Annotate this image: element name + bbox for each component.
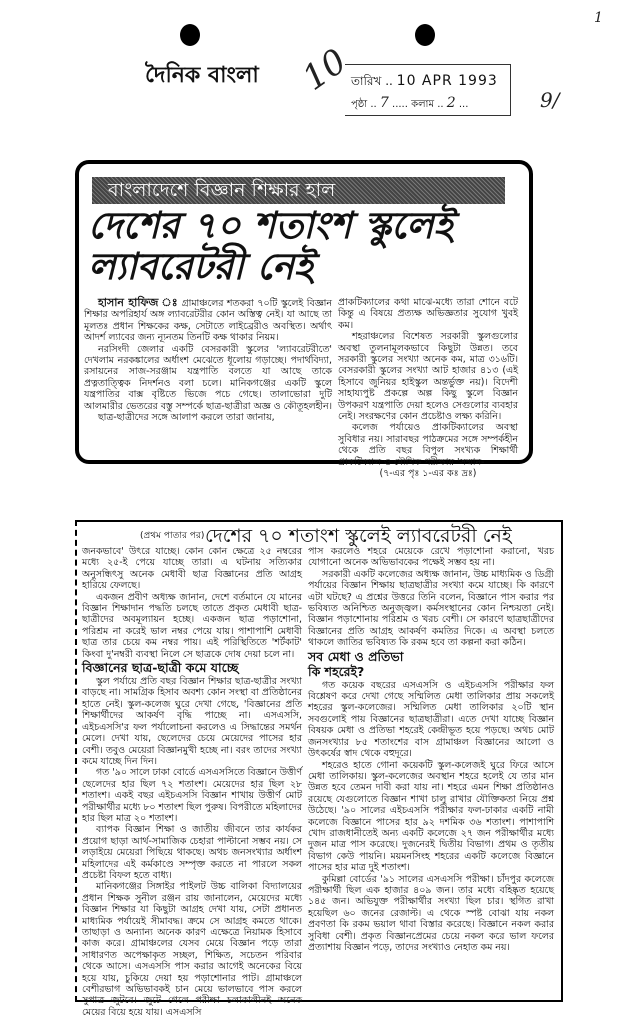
byline: হাসান হাফিজ ঃ — [98, 296, 179, 309]
paragraph: শহরেও হাতে গোনা কয়েকটি স্কুল-কলেজই ঘুরে ফিরে আসে মেধা তালিকায়। স্কুল-কলেজের অবস্থান শহরে হলেই যে তার মান উন্নত হবে তেমন দাবী করা যায় না। শহরে এমন শিক্ষা প্রতিষ্ঠানও রয়েছে যেগুলোতে বিজ্ঞান শাখা চালু রাখার যৌক্তিকতা নিয়ে প্রশ্ন উঠেছে। '৯০ সালের এইচএসসি পরীক্ষার ফল-ঢাকার একটি নামী কলেজে বিজ্ঞানে পাসের হার ৯২ দশমিক ৩৬ শতাংশ। পাশাপাশি খোদ রাজধানীতেই অন্য একটি কলেজে ২৭ জন পরীক্ষার্থীর মধ্যে দুজন মাত্র পাস করেছে। দুজনেরই দ্বিতীয় বিভাগ। প্রথম ও তৃতীয় বিভাগ কেউ পায়নি। ময়মনসিংহ শহরের একটি কলেজে বিজ্ঞানে পাসের হার মাত্র দুই শতাংশ। — [308, 759, 554, 874]
column-number: 2 — [446, 95, 456, 111]
punch-hole — [180, 24, 200, 46]
handwritten-page-mark: 10 — [295, 41, 354, 99]
handwritten-corner-mark: 9/ — [540, 88, 560, 112]
paragraph: ছাত্র-ছাত্রীদের সঙ্গে আলাপ করলে তারা জানায়, — [98, 412, 275, 424]
column-label: কলাম — [411, 99, 435, 110]
paragraph: মানিকগঞ্জের সিঙ্গাইর পাইলট উচ্চ বালিকা বিদ্যালয়ের প্রধান শিক্ষক সুনীল রঞ্জন রায় জানালেন, মেয়েদের মধ্যে বিজ্ঞান শিক্ষার যা কিছুটা আগ্রহ দেখা যায়, সেটা প্রধানত মাধ্যমিক পর্যায়েই সীমাবদ্ধ। ক্রমে সে আগ্রহ কমতে থাকে। তাছাড়া ও অন্যান্য অনেক কারণ এক্ষেত্রে নিয়ামক হিসাবে কাজ করে। গ্রামাঞ্চলের যেসব মেয়ে বিজ্ঞান পড়ে তারা সাধারণত অপেক্ষাকৃত সচ্ছল, শিক্ষিত, সচেতন পরিবার থেকে আসে। এসএসসি পাস করার আগেই অনেকের বিয়ে হয়ে যায়, চুকিয়ে দেয়া হয় পড়াশোনার পাট। গ্রামাঞ্চলে বেশীরভাগ অভিভাবকই চান মেয়ে ভালভাবে পাস করলে সুপাত্র জুটবে। জুটে গেলে পরীক্ষা চলাকালীনই অনেক মেয়ের বিয়ে হয়ে যায়। এসএসসি — [82, 881, 302, 1018]
continuation-title: দেশের ৭০ শতাংশ স্কুলেই ল্যাবরেটরী নেই — [205, 525, 512, 547]
headline-line-2: ল্যাবরেটরী নেই — [88, 245, 314, 288]
paragraph: শহরাঞ্চলের বিশেষত সরকারী স্কুলগুলোর অবস্থা তুলনামূলকভাবে কিছুটা উন্নত। তবে সরকারী স্কুলের সংখ্যা অনেক কম, মাত্র ৩১৬টি। বেসরকারী স্কুলের সংখ্যা আট হাজার ৪১৩ (এই হিসাবে জুনিয়র হাইস্কুল অন্তর্ভুক্ত নয়)। বিদেশী সাহায্যপুষ্ট প্রকল্পে অল্প কিছু স্কুলে বিজ্ঞান উপকরণ যন্ত্রপাতি দেয়া হলেও সেগুলোর ব্যবহার নেই। সংরক্ষণের কোন প্রচেষ্টাও লক্ষ্য করিনি। — [338, 331, 518, 423]
subheading: কি শহরেই? — [308, 663, 365, 679]
front-left-column — [84, 297, 332, 423]
continuation-right-column — [308, 546, 554, 953]
paragraph: প্রাকটিক্যালের কথা মাঝে-মধ্যে তারা শোনে বটে কিন্তু এ বিষয়ে প্রত্যক্ষ অভিজ্ঞতার সুযোগ খুবই কম। — [338, 297, 518, 331]
paragraph: গ্রামাঞ্চলের শতকরা ৭০টি স্কুলেই বিজ্ঞান শিক্ষার অপরিহার্য অঙ্গ ল্যাবরেটরীর কোন অস্তিত্ব নেই। যা আছে তা মূলতঃ প্রধান শিক্ষকের কক্ষ, সেটাতে লাইব্রেরীও অবস্থিত। অর্থাৎ আদর্শ ল্যাবের জন্য ন্যূনতম তিনটি কক্ষ থাকার নিয়ম। — [84, 298, 332, 344]
paragraph: কুমিল্লা বোর্ডের '৯১ সালের এসএসসি পরীক্ষা। চাঁদপুর কলেজে পরীক্ষার্থী ছিল এক হাজার ৪০৯ জন। তার মধ্যে বহিষ্কৃত হয়েছে ১৪৫ জন। অভিযুক্ত পরীক্ষার্থীর সংখ্যা ছিল চার। স্থগিত রাখা হয়েছিল ৬০ জনের রেজাল্ট। এ থেকে স্পষ্ট বোঝা যায় নকল প্রবণতা কি রকম ভয়াল থাবা বিস্তার করেছে। বিজ্ঞানে নকল করার সুবিধা বেশী। প্রকৃত বিজ্ঞানপ্রেমের চেয়ে নকল করে ভাল ফলের প্রত্যাশায় বিজ্ঞান পড়ে, তাদের সংখ্যাও নেহাত কম নয়। — [308, 873, 554, 953]
paragraph: জনকভাবে' উৎরে যাচ্ছে। কোন কোন ক্ষেত্রে ২৫ নম্বরের মধ্যে ২৫-ই পেয়ে যাচ্ছে তারা। এ ঘটনায় সত্যিকার অনুসন্ধিৎসু অনেক মেধাবী ছাত্র বিজ্ঞানের প্রতি আগ্রহ হারিয়ে ফেলছে। — [82, 546, 302, 592]
handwritten-top-mark: 1 — [594, 10, 603, 26]
subheading: সব মেধা ও প্রতিভা — [308, 648, 404, 664]
paragraph: ব্যাপক বিজ্ঞান শিক্ষা ও জাতীয় জীবনে তার কার্যকর প্রয়োগ ছাড়া আর্থ-সামাজিক চেহারা পাল্টানো সম্ভব নয়। সে লড়াইয়ে মেয়েরা পিছিয়ে থাকছে। অথচ জনসংখ্যার অর্ধাংশ মহিলাদের এই কর্মকাণ্ডে সম্পৃক্ত করতে না পারলে সকল প্রচেষ্টা বিফল হতে বাধ্য। — [82, 824, 302, 881]
stamp-date: 10 APR 1993 — [396, 73, 498, 89]
punch-hole — [415, 24, 435, 46]
paragraph: গত '৯০ সালে ঢাকা বোর্ডে এসএসসিতে বিজ্ঞানে উত্তীর্ণ ছেলেদের হার ছিল ৭২ শতাংশ। মেয়েদের হার ছিল ২৮ শতাংশ। একই বছর এইচএসসি বিজ্ঞান শাখায় উত্তীর্ণ মোট পরীক্ষার্থীর মধ্যে ৮০ শতাংশ ছিল পুরুষ। বিপরীতে মহিলাদের হার ছিল মাত্র ২০ শতাংশ। — [82, 767, 302, 824]
paragraph: স্কুল পর্যায়ে প্রতি বছর বিজ্ঞান শিক্ষার ছাত্র-ছাত্রীর সংখ্যা বাড়ছে না। সামগ্রিক হিসাব অবশ্য কোন সংস্থা বা প্রতিষ্ঠানের হাতে নেই। স্কুল-কলেজ ঘুরে দেখা গেছে, 'বিজ্ঞানের প্রতি শিক্ষার্থীদের আকর্ষণ বৃদ্ধি পাচ্ছে না। এসএসসি, এইচএসসি'র ফল পর্যালোচনা করলেও এ সিদ্ধান্তের সমর্থন মেলে। দেখা যায়, ছেলেদের চেয়ে মেয়েদের পাসের হার বেশী। তবুও মেয়েরা বিজ্ঞানমুখী হচ্ছে না। বরং তাদের সংখ্যা কমে যাচ্ছে দিন দিন। — [82, 676, 302, 767]
paragraph: পাস করলেও শহরে মেয়েকে রেখে পড়াশোনা করানো, খরচ যোগানো অনেক অভিভাবকের পক্ষেই সম্ভব হয় না। — [308, 546, 554, 569]
page-label: পৃষ্ঠা — [351, 99, 368, 110]
paragraph: নরসিংদী জেলার একটি বেসরকারী স্কুলের 'ল্যাবরেটরীতে' দেখলাম নরকঙ্কালের অর্ধাংশ মেঝেতে ধূলোয় গড়াচ্ছে। পদার্থবিদ্যা, রসায়নের সাজ-সরঞ্জাম যন্ত্রপাতি বলতে যা আছে তাকে প্রত্নতাত্ত্বিক নিদর্শনও বলা চলে। মানিকগঞ্জের একটি স্কুলে যন্ত্রপাতির বাক্স বৃষ্টিতে ভিজে পচে গেছে। তালাভোরা দুটি আলমারীর ভেতরের বস্তু সম্পর্কে ছাত্র-ছাত্রীরা অজ্ঞ ও কৌতূহলহীন। — [84, 343, 332, 412]
subheading: বিজ্ঞানের ছাত্র-ছাত্রী কমে যাচ্ছে — [82, 660, 239, 676]
paragraph: একজন প্রবীণ অধ্যক্ষ জানান, দেশে বর্তমানে যে মানের বিজ্ঞান শিক্ষাদান পদ্ধতি চলছে তাতে প্রকৃত মেধাবী ছাত্র-ছাত্রীদের অবমূল্যায়ন হচ্ছে। একজন ছাত্র পড়াশোনা, পরিশ্রম না করেই ভাল নম্বর পেয়ে যায়। পাশাপাশি মেধাবী ছাত্র তার চেয়ে কম নম্বর পায়। এই পরিস্থিতিতে 'শর্টকাট' কিংবা দু'নম্বরী ব্যবস্থা নিলে সে ছাত্রকে দোষ দেয়া চলে না। — [82, 591, 302, 660]
paragraph: কলেজ পর্যায়েও প্রাকটিক্যালের অবস্থা সুবিধার নয়। সারাবছর পাঠক্রমের সঙ্গে সম্পর্কহীন থেকে প্রতি বছর বিপুল সংখ্যক শিক্ষার্থী প্রাকটিক্যাল ও মৌখিক পরীক্ষায় 'সম্মান- — [338, 422, 518, 468]
newspaper-masthead: দৈনিক বাংলা — [145, 63, 259, 88]
paragraph: গত কয়েক বছরের এসএসসি ও এইচএসসি পরীক্ষার ফল বিশ্লেষণ করে দেখা গেছে সম্মিলিত মেধা তালিকার প্রায় সকলেই শহরের স্কুল-কলেজের। সম্মিলিত মেধা তালিকার ২০টি স্থান সবগুলোই পায় বিজ্ঞানের ছাত্রছাত্রীরা। এতে দেখা যাচ্ছে বিজ্ঞান বিষয়ক মেধা ও প্রতিভা শহরেই কেন্দ্রীভূত হয়ে পড়ছে। অথচ মোট জনসংখ্যার ৮৫ শতাংশের বাস গ্রামাঞ্চল বিজ্ঞানের আলো ও উৎকর্ষের স্বাদ থেকে বহুদূরে। — [308, 679, 554, 760]
continued-from-note: (প্রথম পাতার পর) — [140, 531, 205, 541]
date-stamp: তারিখ .. 10 APR 1993 পৃষ্ঠা .. 7 ..... কলাম .. 2 ... — [345, 64, 511, 116]
headline-line-1: দেশের ৭০ শতাংশ স্কুলেই — [88, 204, 453, 247]
front-right-column — [338, 297, 518, 480]
article-kicker: বাংলাদেশে বিজ্ঞান শিক্ষার হাল — [92, 177, 505, 204]
date-label: তারিখ — [351, 74, 382, 88]
continuation-left-column — [82, 546, 302, 1018]
paragraph: সরকারী একটি কলেজের অধ্যক্ষ জানান, উচ্চ মাধ্যমিক ও ডিগ্রী পর্যায়ের বিজ্ঞান শিক্ষায় ছাত্রছাত্রীর সংখ্যা কমে যাচ্ছে। কি কারণে এটা ঘটছে? এ প্রশ্নের উত্তরে তিনি বলেন, বিজ্ঞানে পাস করার পর ভবিষ্যত অনিশ্চিত অনুজ্জ্বল। কর্মসংস্থানের কোন নিশ্চয়তা নেই। বিজ্ঞান পড়াশোনায় পরিশ্রম ও খরচ বেশী। সে কারণে ছাত্রছাত্রীদের বিজ্ঞানের প্রতি আগ্রহ আকর্ষণ কমতির দিকে। এ অবস্থা চলতে থাকলে জাতির ভবিষ্যত কি রকম হবে তা কল্পনা করা কঠিন। — [308, 568, 554, 649]
continued-on-note: (৭-এর পৃঃ ১-এর কঃ দ্রঃ) — [379, 468, 477, 480]
page-number: 7 — [379, 95, 389, 111]
